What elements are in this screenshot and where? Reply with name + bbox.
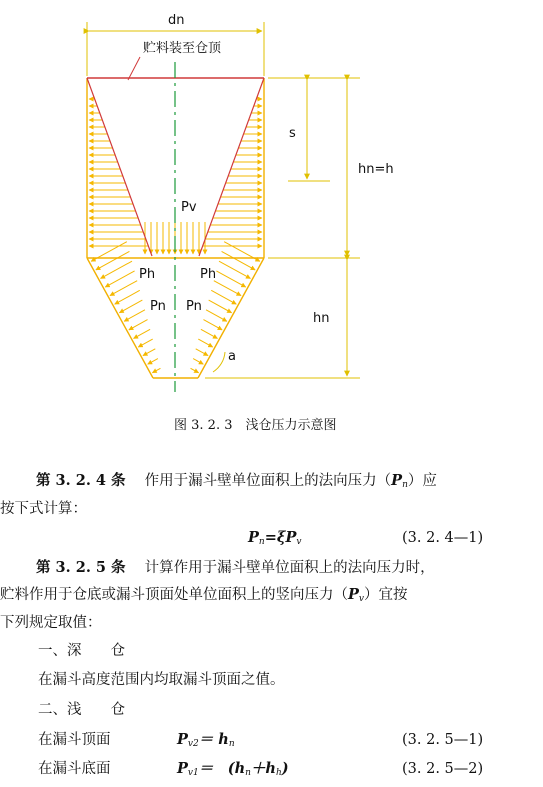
pn-right-label: Pn — [186, 299, 202, 314]
row1-sub: v2 — [187, 739, 199, 749]
dimension-lines-right — [205, 78, 360, 378]
hopper-pressure-arrow — [129, 320, 148, 330]
row1-eq: ＝ h — [198, 731, 229, 748]
symbol-sub: n — [402, 480, 408, 490]
hopper-pressure-arrow — [148, 359, 158, 365]
hopper-pressure-arrow — [110, 281, 137, 296]
row1-eq-sub: n — [228, 739, 235, 749]
row1-p: P — [177, 731, 188, 748]
hopper-pressure-arrow — [222, 251, 256, 269]
symbol-p: P — [391, 472, 403, 489]
hopper-pressure-arrow — [115, 290, 140, 304]
hopper-pressure-arrow — [211, 290, 236, 304]
article-324-line2: 按下式计算： — [0, 501, 87, 517]
top-label: 贮料装至仓顶 — [143, 41, 222, 56]
hopper-pressure-arrow — [193, 359, 203, 365]
row1-equation — [177, 730, 235, 754]
hopper-pressure-arrow — [191, 368, 199, 372]
angle-a-label: a — [228, 349, 236, 364]
left-wall-pressure-arrows — [89, 99, 148, 246]
row2-eq3: ) — [281, 760, 289, 777]
hopper-pressure-arrow — [134, 329, 151, 338]
hopper-pressure-arrow — [201, 329, 218, 338]
row1-number: (3. 2. 5—1) — [402, 732, 484, 748]
equation-324-number: (3. 2. 4—1) — [402, 530, 484, 546]
hopper-pressure-arrow — [198, 339, 212, 347]
article-325-line1 — [36, 558, 435, 578]
article-325-number: 第 3. 2. 5 条 — [36, 559, 126, 576]
article-325-line2 — [0, 585, 408, 609]
deep-silo-text: 在漏斗高度范围内均取漏斗顶面之值。 — [38, 672, 285, 688]
s-label: s — [289, 126, 296, 141]
shallow-silo-title: 二、浅 仓 — [38, 702, 125, 718]
row2-eq2-sub: h — [275, 768, 282, 778]
hopper-pressure-arrow — [143, 349, 155, 356]
dn-label: dn — [168, 13, 185, 28]
top-label-leader — [128, 57, 140, 80]
ph-left-label: Ph — [139, 267, 156, 282]
article-324-line1 — [36, 471, 437, 495]
row1-label: 在漏斗顶面 — [38, 732, 111, 748]
hn-label: hn — [313, 311, 330, 326]
hopper-pressure-arrow — [206, 310, 227, 321]
pn-left-label: Pn — [150, 299, 166, 314]
hopper-pressure-arrow — [152, 368, 160, 372]
row2-number: (3. 2. 5—2) — [402, 761, 484, 777]
article-324-text-a: 作用于漏斗壁单位面积上的法向压力（ — [144, 473, 392, 489]
hopper-pressure-arrow — [203, 320, 222, 330]
hopper-pressure-arrow — [138, 339, 152, 347]
row2-label: 在漏斗底面 — [38, 761, 111, 777]
article-324-text-b: ）应 — [407, 473, 437, 489]
article-325-line3: 下列规定取值： — [0, 615, 102, 631]
hopper-pressure-arrow — [214, 281, 241, 296]
equation-324-1 — [248, 528, 301, 552]
right-wall-pressure-arrows — [203, 99, 262, 246]
row2-p: P — [177, 760, 188, 777]
article-325-text-c: ）宜按 — [364, 587, 408, 603]
hopper-pressure-arrow — [219, 261, 250, 278]
article-325-text-b: 贮料作用于仓底或漏斗顶面处单位面积上的竖向压力（ — [0, 587, 348, 603]
row2-eq2: ＋h — [250, 760, 276, 777]
hopper-pressure-arrow — [96, 251, 130, 269]
hopper-pressure-arrow — [101, 261, 132, 278]
row2-sub: v1 — [187, 768, 199, 778]
symbol-pv: P — [348, 586, 359, 603]
hopper-pressure-arrow — [119, 300, 142, 313]
ph-right-label: Ph — [200, 267, 217, 282]
figure-caption: 图 3. 2. 3 浅仓压力示意图 — [174, 418, 337, 433]
hn-eq-h-label: hn=h — [358, 162, 394, 177]
deep-silo-title: 一、深 仓 — [38, 643, 125, 659]
hopper-pressure-arrow — [209, 300, 232, 313]
row2-eq: ＝ (h — [198, 760, 246, 777]
row2-equation — [177, 759, 289, 783]
eq-lhs-sub: n — [258, 537, 265, 547]
pv-label: Pv — [181, 200, 197, 215]
article-324-number: 第 3. 2. 4 条 — [36, 472, 126, 489]
eq-lhs: P — [248, 529, 259, 546]
eq-rhs-sub: v — [296, 537, 302, 547]
hopper-pressure-arrow — [196, 349, 208, 356]
eq-rhs: =ξP — [264, 529, 297, 546]
article-325-text-a: 计算作用于漏斗壁单位面积上的法向压力时， — [144, 560, 435, 576]
hopper-pressure-arrow — [124, 310, 145, 321]
row2-eq-sub: n — [245, 768, 251, 778]
symbol-pv-sub: v — [358, 594, 364, 604]
